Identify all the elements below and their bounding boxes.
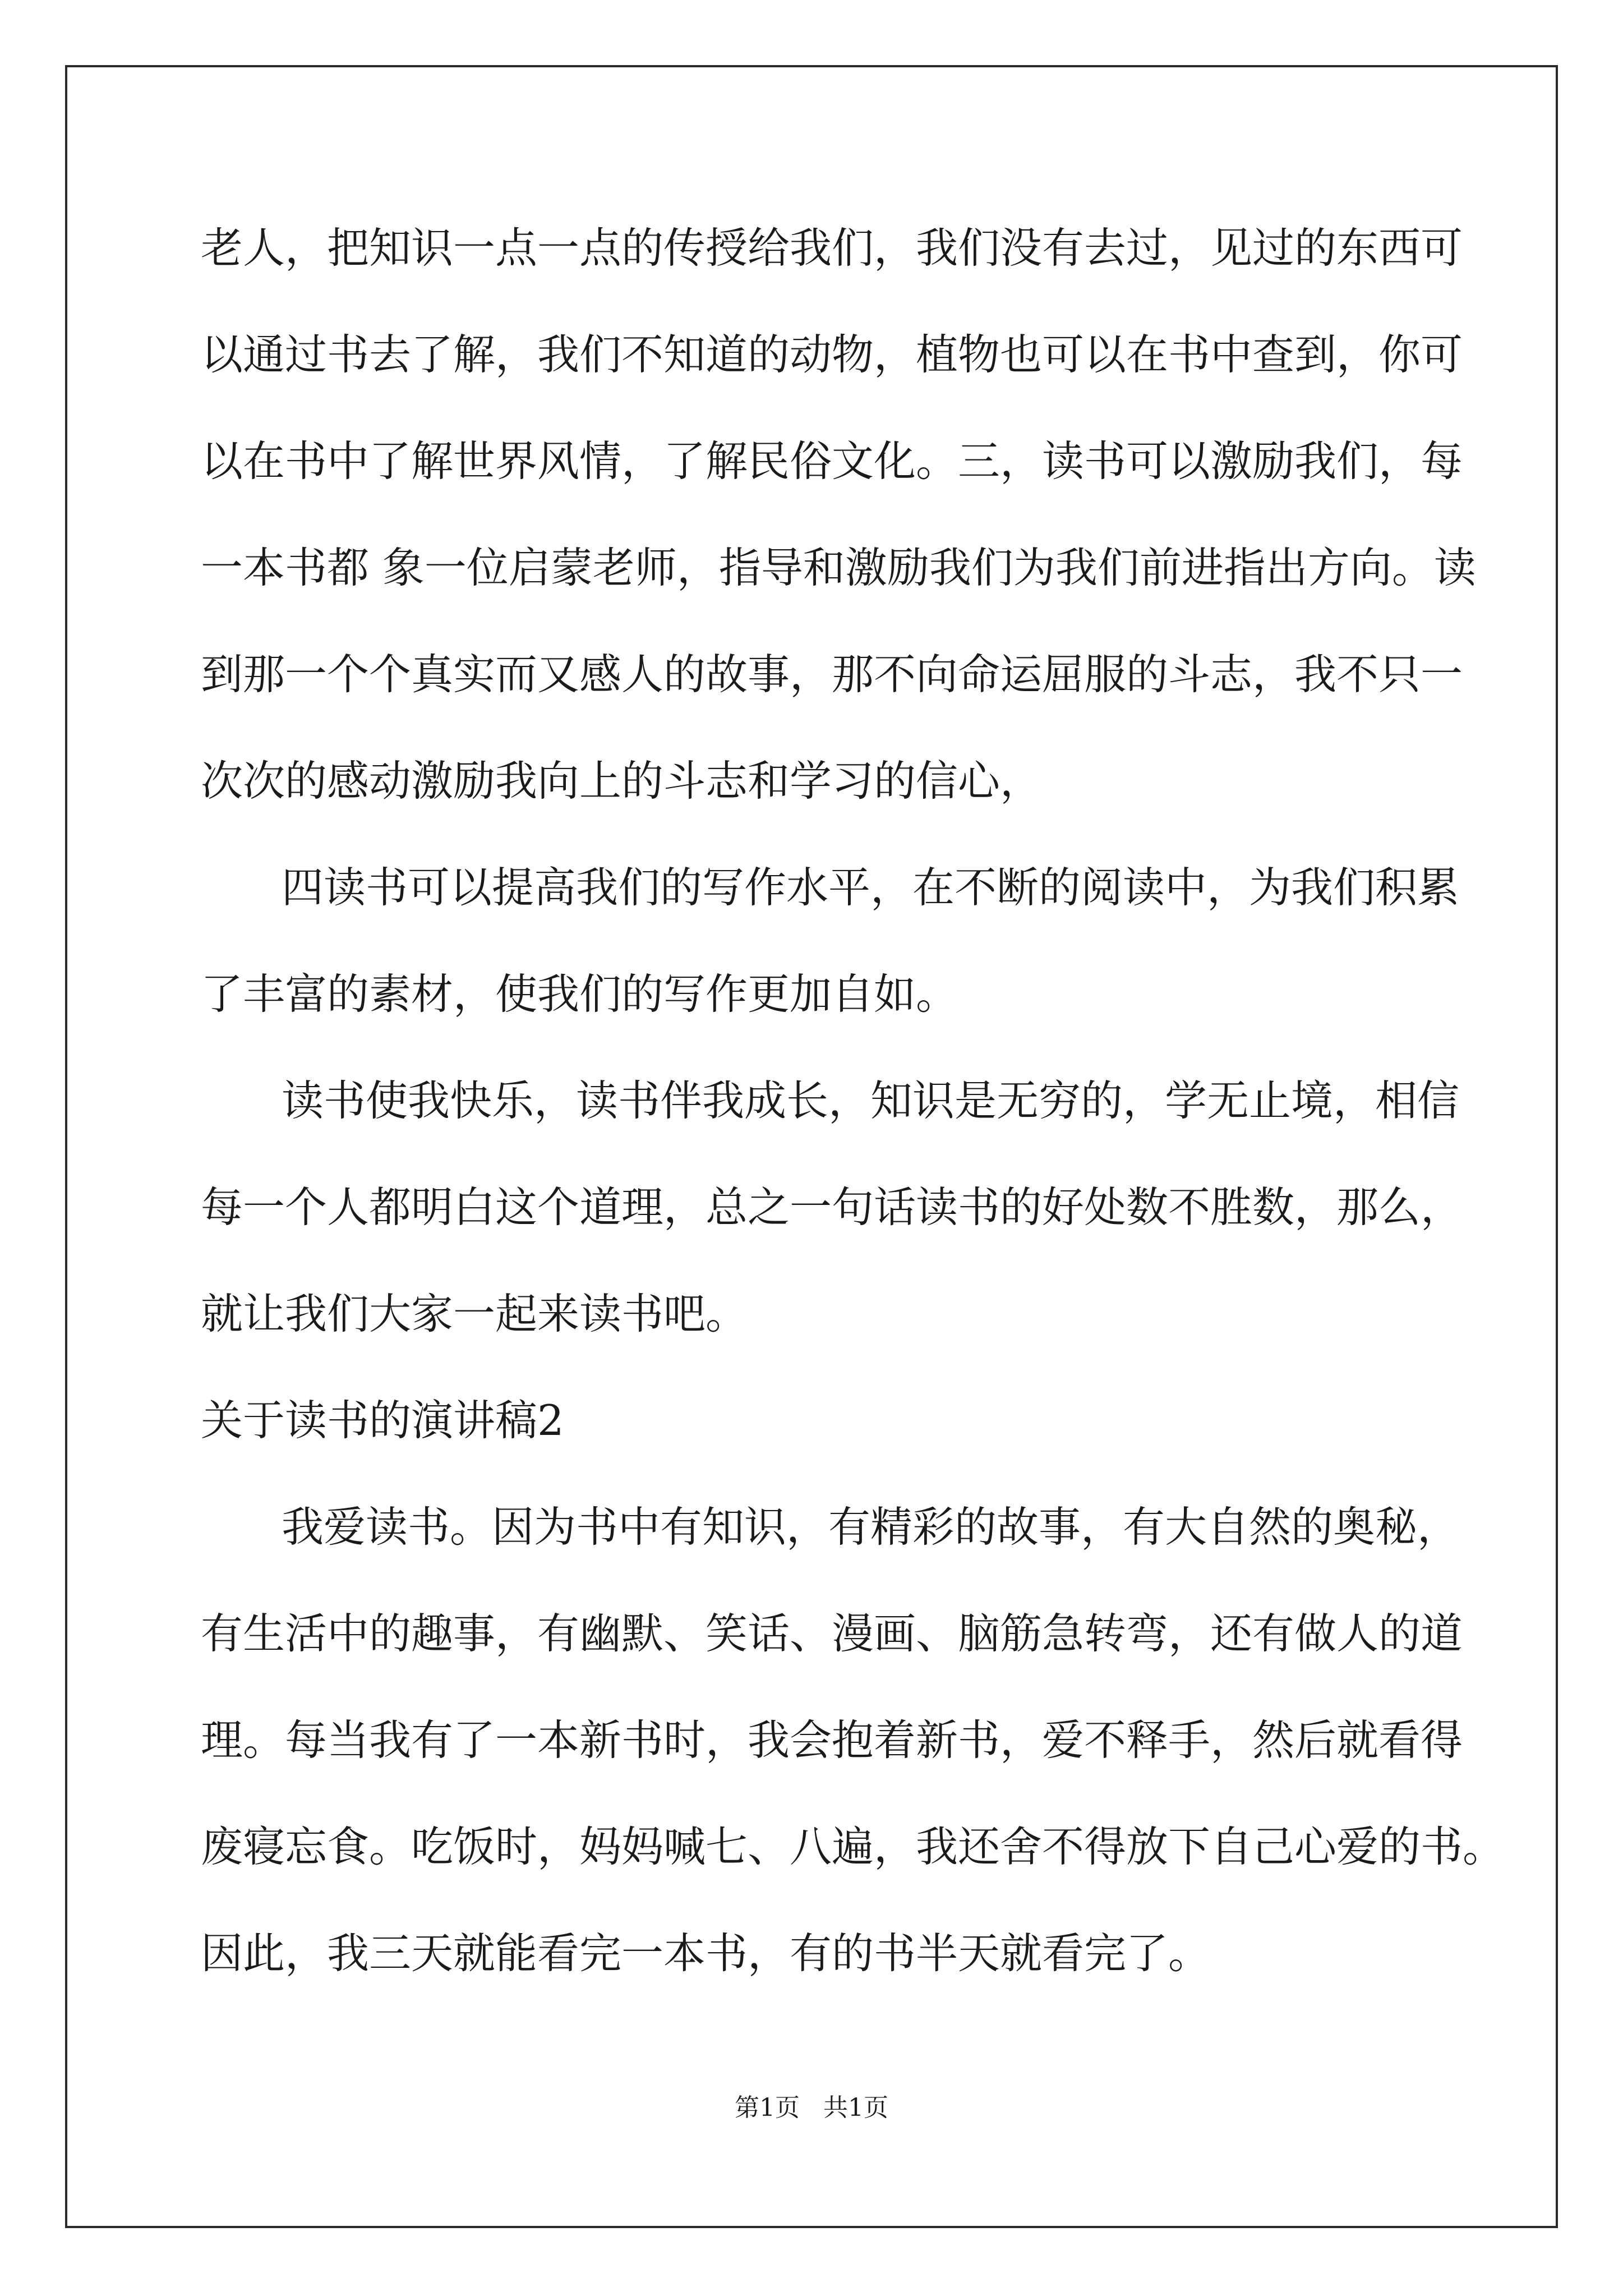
text-line: 理。每当我有了一本新书时，我会抱着新书，爱不释手，然后就看得 <box>201 1715 1463 1765</box>
text-line: 老人，把知识一点一点的传授给我们，我们没有去过，见过的东西可 <box>201 223 1463 273</box>
text-line: 一本书都 象一位启蒙老师，指导和激励我们为我们前进指出方向。读 <box>201 543 1476 592</box>
text-line: 有生活中的趣事，有幽默、笑话、漫画、脑筋急转弯，还有做人的道 <box>201 1609 1463 1658</box>
section-heading: 关于读书的演讲稿2 <box>201 1396 564 1445</box>
text-line: 以在书中了解世界风情，了解民俗文化。三，读书可以激励我们，每 <box>201 436 1463 486</box>
text-line: 读书使我快乐，读书伴我成长，知识是无穷的，学无止境，相信 <box>282 1076 1460 1125</box>
page-number: 第1页 共1页 <box>735 2093 888 2122</box>
text-line: 了丰富的素材，使我们的写作更加自如。 <box>201 969 958 1019</box>
text-line: 因此，我三天就能看完一本书，有的书半天就看完了。 <box>201 1929 1211 1978</box>
text-line: 以通过书去了解，我们不知道的动物，植物也可以在书中查到，你可 <box>201 330 1463 379</box>
text-line: 我爱读书。因为书中有知识，有精彩的故事，有大自然的奥秘， <box>282 1502 1460 1552</box>
page-footer <box>0 2091 1623 2125</box>
text-line: 四读书可以提高我们的写作水平，在不断的阅读中，为我们积累 <box>282 863 1460 912</box>
text-line: 次次的感动激励我向上的斗志和学习的信心， <box>201 756 1043 806</box>
text-line: 就让我们大家一起来读书吧。 <box>201 1289 748 1338</box>
text-line: 到那一个个真实而又感人的故事，那不向命运屈服的斗志，我不只一 <box>201 650 1463 699</box>
text-line: 每一个人都明白这个道理，总之一句话读书的好处数不胜数，那么， <box>201 1182 1463 1232</box>
text-line: 废寝忘食。吃饭时，妈妈喊七、八遍，我还舍不得放下自己心爱的书。 <box>201 1822 1505 1871</box>
page-border <box>65 65 1558 2228</box>
